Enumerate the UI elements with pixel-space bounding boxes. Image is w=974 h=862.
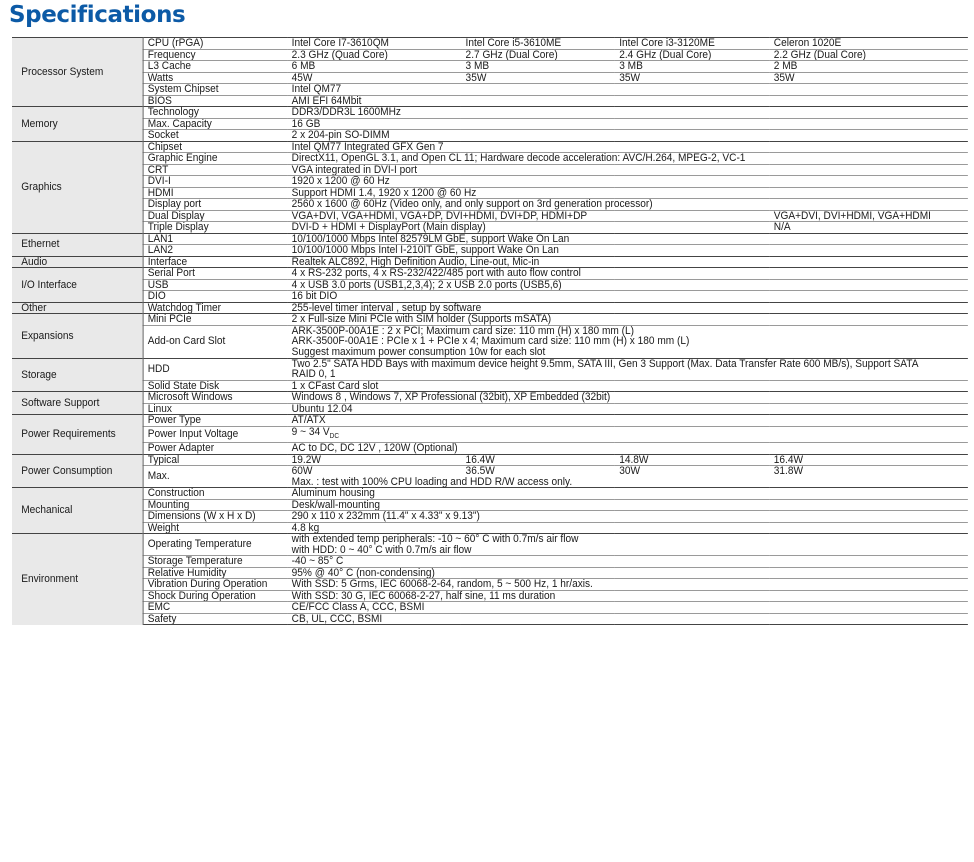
spec-value-text: 4 x USB 3.0 ports (USB1,2,3,4); 2 x USB 2.0 ports (USB5,6) xyxy=(291,279,562,291)
spec-row xyxy=(12,84,968,96)
spec-value xyxy=(287,522,968,534)
spec-category: Power Requirements xyxy=(12,415,143,455)
spec-value: 35W xyxy=(615,72,770,84)
spec-value: 35W xyxy=(461,72,615,84)
spec-item-label: Construction xyxy=(143,488,287,500)
spec-item-label: Storage Temperature xyxy=(143,556,287,568)
spec-row xyxy=(12,176,968,188)
spec-item-label: CPU (rPGA) xyxy=(143,38,287,50)
spec-item-label: Shock During Operation xyxy=(143,590,287,602)
spec-category: Environment xyxy=(12,534,143,625)
spec-value xyxy=(287,107,968,119)
spec-item-label: Frequency xyxy=(143,49,287,61)
spec-row xyxy=(12,153,968,165)
spec-value-text: AT/ATX xyxy=(291,414,326,426)
spec-value: Intel Core i5-3610ME xyxy=(461,38,615,50)
spec-row xyxy=(12,454,968,466)
spec-row xyxy=(12,426,968,443)
spec-value-text: 2 x Full-size Mini PCIe with SIM holder (Supports mSATA) xyxy=(291,313,552,325)
spec-value-text: AC to DC, DC 12V , 120W (Optional) xyxy=(291,442,458,455)
spec-line: with extended temp peripherals: -10 ~ 60° C with 0.7m/s air flow xyxy=(291,533,579,546)
spec-value-text: 255-level timer interval , setup by software xyxy=(291,302,482,314)
spec-row xyxy=(12,522,968,534)
spec-value xyxy=(287,499,968,511)
spec-line: 30W xyxy=(619,465,641,478)
spec-item-label: Chipset xyxy=(143,141,287,153)
spec-value xyxy=(287,118,968,130)
spec-row xyxy=(12,380,968,392)
spec-row xyxy=(12,613,968,625)
spec-value: 45W xyxy=(287,72,461,84)
spec-category: Memory xyxy=(12,107,143,142)
spec-value xyxy=(287,95,968,107)
spec-value xyxy=(287,534,968,556)
spec-value xyxy=(287,279,968,291)
spec-value xyxy=(287,380,968,392)
spec-item-label: Power Type xyxy=(143,415,287,427)
spec-value: Celeron 1020E xyxy=(769,38,968,50)
spec-value xyxy=(287,153,968,165)
spec-row xyxy=(12,38,968,50)
spec-value: Intel Core i3-3120ME xyxy=(615,38,770,50)
spec-row xyxy=(12,314,968,326)
spec-category: Other xyxy=(12,302,143,314)
spec-value: 14.8W xyxy=(615,454,770,466)
spec-item-label: System Chipset xyxy=(143,84,287,96)
spec-item-label: Microsoft Windows xyxy=(143,392,287,404)
spec-value-text: With SSD: 30 G, IEC 60068-2-27, half sine, 11 ms duration xyxy=(291,590,556,602)
spec-row xyxy=(12,556,968,568)
spec-category: Ethernet xyxy=(12,233,143,256)
spec-value xyxy=(287,164,968,176)
spec-line: Suggest maximum power consumption 10w for each slot xyxy=(291,345,546,358)
spec-item-label: Display port xyxy=(143,199,287,211)
spec-value: 2.7 GHz (Dual Core) xyxy=(461,49,615,61)
spec-value: N/A xyxy=(769,222,968,234)
spec-row xyxy=(12,325,968,358)
spec-value-text: -40 ~ 85° C xyxy=(291,555,344,568)
spec-value xyxy=(287,291,968,303)
spec-row xyxy=(12,443,968,455)
spec-value-text: AMI EFI 64Mbit xyxy=(291,95,362,107)
spec-line: 36.5W xyxy=(465,465,495,478)
spec-row xyxy=(12,392,968,404)
spec-line: RAID 0, 1 xyxy=(291,368,336,380)
spec-value xyxy=(287,403,968,415)
spec-item-label: Relative Humidity xyxy=(143,567,287,579)
spec-value: 35W xyxy=(769,72,968,84)
spec-category: I/O Interface xyxy=(12,268,143,303)
spec-item-label: Safety xyxy=(143,613,287,625)
spec-value: 16.4W xyxy=(461,454,615,466)
spec-subscript: DC xyxy=(329,432,339,440)
spec-item-label: DVI-I xyxy=(143,176,287,188)
spec-row xyxy=(12,291,968,303)
spec-value: 19.2W xyxy=(287,454,461,466)
spec-row xyxy=(12,511,968,523)
spec-value xyxy=(287,415,968,427)
spec-value: VGA+DVI, VGA+HDMI, VGA+DP, DVI+HDMI, DVI+DP, HDMI+DP xyxy=(287,210,769,222)
spec-item-label: Add-on Card Slot xyxy=(143,325,287,358)
spec-row xyxy=(12,602,968,614)
spec-value xyxy=(287,199,968,211)
spec-row xyxy=(12,488,968,500)
spec-category: Expansions xyxy=(12,314,143,359)
spec-value xyxy=(287,567,968,579)
spec-row xyxy=(12,187,968,199)
spec-item-label: Max. Capacity xyxy=(143,118,287,130)
spec-value: 3 MB xyxy=(461,61,615,73)
spec-row xyxy=(12,141,968,153)
spec-value xyxy=(287,511,968,523)
spec-item-label: Technology xyxy=(143,107,287,119)
spec-item-label: LAN1 xyxy=(143,233,287,245)
spec-item-label: L3 Cache xyxy=(143,61,287,73)
spec-value: VGA+DVI, DVI+HDMI, VGA+HDMI xyxy=(769,210,968,222)
spec-line: with HDD: 0 ~ 40° C with 0.7m/s air flow xyxy=(291,543,472,556)
spec-line: 60W xyxy=(291,465,313,478)
spec-value xyxy=(287,613,968,625)
spec-item-label: USB xyxy=(143,279,287,291)
spec-item-label: HDD xyxy=(143,358,287,380)
spec-item-label: Triple Display xyxy=(143,222,287,234)
spec-value-text: 1 x CFast Card slot xyxy=(291,380,379,392)
spec-row xyxy=(12,49,968,61)
spec-value-text: CE/FCC Class A, CCC, BSMI xyxy=(291,601,425,614)
spec-value xyxy=(287,84,968,96)
spec-item-label: LAN2 xyxy=(143,245,287,257)
spec-row xyxy=(12,199,968,211)
spec-value: 2.4 GHz (Dual Core) xyxy=(615,49,770,61)
spec-value: 2.3 GHz (Quad Core) xyxy=(287,49,461,61)
spec-value xyxy=(287,314,968,326)
spec-value-text: 2560 x 1600 @ 60Hz (Video only, and only support on 3rd generation processor) xyxy=(291,198,653,210)
spec-row xyxy=(12,107,968,119)
spec-value xyxy=(615,466,770,488)
spec-value-text: Realtek ALC892, High Definition Audio, Line-out, Mic-in xyxy=(291,256,540,268)
spec-category: Graphics xyxy=(12,141,143,233)
spec-value xyxy=(287,602,968,614)
spec-row xyxy=(12,302,968,314)
spec-value xyxy=(287,392,968,404)
spec-item-label: Watts xyxy=(143,72,287,84)
spec-value-text: Support HDMI 1.4, 1920 x 1200 @ 60 Hz xyxy=(291,187,477,199)
spec-value-text: 10/100/1000 Mbps Intel 82579LM GbE, support Wake On Lan xyxy=(291,233,570,245)
spec-value xyxy=(287,187,968,199)
spec-row xyxy=(12,499,968,511)
spec-value-text: 9 ~ 34 V xyxy=(291,426,330,438)
spec-item-label: Graphic Engine xyxy=(143,153,287,165)
spec-row xyxy=(12,466,968,488)
spec-value: 2 MB xyxy=(769,61,968,73)
spec-row xyxy=(12,72,968,84)
spec-value xyxy=(287,426,968,443)
spec-item-label: Interface xyxy=(143,256,287,268)
spec-value-text: 4 x RS-232 ports, 4 x RS-232/422/485 port with auto flow control xyxy=(291,267,581,279)
spec-value xyxy=(287,268,968,280)
spec-value xyxy=(287,141,968,153)
spec-item-label: DIO xyxy=(143,291,287,303)
spec-value xyxy=(287,256,968,268)
spec-item-label: Watchdog Timer xyxy=(143,302,287,314)
spec-item-label: Mounting xyxy=(143,499,287,511)
spec-value xyxy=(287,130,968,142)
spec-item-label: Weight xyxy=(143,522,287,534)
spec-row xyxy=(12,210,968,222)
spec-value xyxy=(287,556,968,568)
spec-item-label: Max. xyxy=(143,466,287,488)
spec-value xyxy=(287,579,968,591)
spec-value-text: VGA integrated in DVI-I port xyxy=(291,164,418,176)
spec-row xyxy=(12,268,968,280)
spec-category: Processor System xyxy=(12,38,143,107)
spec-value-text: 10/100/1000 Mbps Intel I-210IT GbE, support Wake On Lan xyxy=(291,244,559,256)
spec-row xyxy=(12,245,968,257)
spec-value xyxy=(287,443,968,455)
spec-item-label: Power Input Voltage xyxy=(143,426,287,443)
spec-item-label: Solid State Disk xyxy=(143,380,287,392)
spec-category: Storage xyxy=(12,358,143,392)
spec-value-text: Windows 8 , Windows 7, XP Professional (32bit), XP Embedded (32bit) xyxy=(291,391,611,403)
spec-row xyxy=(12,415,968,427)
spec-value: 6 MB xyxy=(287,61,461,73)
spec-category: Audio xyxy=(12,256,143,268)
spec-item-label: Serial Port xyxy=(143,268,287,280)
spec-item-label: HDMI xyxy=(143,187,287,199)
spec-item-label: CRT xyxy=(143,164,287,176)
spec-row xyxy=(12,61,968,73)
spec-value xyxy=(287,358,968,380)
spec-item-label: Dimensions (W x H x D) xyxy=(143,511,287,523)
spec-value xyxy=(287,176,968,188)
spec-item-label: Power Adapter xyxy=(143,443,287,455)
spec-value-text: Intel QM77 Integrated GFX Gen 7 xyxy=(291,141,444,153)
spec-value xyxy=(287,245,968,257)
spec-line: Two 2.5" SATA HDD Bays with maximum device height 9.5mm, SATA III, Gen 3 Support (Max. Data Transfer Rate 600 MB/s), Support SATA xyxy=(291,358,919,370)
spec-row xyxy=(12,164,968,176)
spec-category: Software Support xyxy=(12,392,143,415)
spec-value: 2.2 GHz (Dual Core) xyxy=(769,49,968,61)
spec-row xyxy=(12,222,968,234)
spec-row xyxy=(12,590,968,602)
spec-item-label: Socket xyxy=(143,130,287,142)
spec-row xyxy=(12,118,968,130)
spec-row xyxy=(12,403,968,415)
spec-item-label: Typical xyxy=(143,454,287,466)
spec-row xyxy=(12,579,968,591)
spec-row xyxy=(12,130,968,142)
spec-value-text: Aluminum housing xyxy=(291,487,375,500)
spec-value-text: 16 bit DIO xyxy=(291,290,338,302)
spec-value xyxy=(287,233,968,245)
spec-line: 31.8W xyxy=(773,465,804,478)
spec-item-label: Dual Display xyxy=(143,210,287,222)
spec-value-text: 1920 x 1200 @ 60 Hz xyxy=(291,175,390,187)
spec-value-text: CB, UL, CCC, BSMI xyxy=(291,613,383,625)
specifications-table-body xyxy=(12,38,968,625)
spec-value xyxy=(769,466,968,488)
spec-item-label: EMC xyxy=(143,602,287,614)
spec-row xyxy=(12,358,968,380)
spec-value-text: Intel QM77 xyxy=(291,83,342,95)
spec-value xyxy=(287,302,968,314)
spec-value-text: 4.8 kg xyxy=(291,522,320,534)
spec-value-text: 290 x 110 x 232mm (11.4" x 4.33" x 9.13") xyxy=(291,510,480,523)
spec-value xyxy=(287,488,968,500)
spec-value-text: DDR3/DDR3L 1600MHz xyxy=(291,106,401,118)
spec-category: Mechanical xyxy=(12,488,143,534)
spec-line: ARK-3500P-00A1E : 2 x PCI; Maximum card size: 110 mm (H) x 180 mm (L) xyxy=(291,325,634,337)
spec-value-text: 2 x 204-pin SO-DIMM xyxy=(291,129,390,141)
spec-value xyxy=(287,325,968,358)
spec-item-label: Mini PCIe xyxy=(143,314,287,326)
spec-row xyxy=(12,95,968,107)
spec-value-text: Desk/wall-mounting xyxy=(291,499,380,511)
spec-value: Intel Core I7-3610QM xyxy=(287,38,461,50)
spec-row xyxy=(12,567,968,579)
spec-value: 3 MB xyxy=(615,61,770,73)
spec-value: DVI-D + HDMI + DisplayPort (Main display) xyxy=(287,222,769,234)
spec-value-text: 16 GB xyxy=(291,118,321,130)
spec-value: 16.4W xyxy=(769,454,968,466)
spec-value-text: DirectX11, OpenGL 3.1, and Open CL 11; Hardware decode acceleration: AVC/H.264, MPEG-2, VC-1 xyxy=(291,152,746,164)
spec-row xyxy=(12,256,968,268)
spec-line: ARK-3500F-00A1E : PCIe x 1 + PCIe x 4; Maximum card size: 110 mm (H) x 180 mm (L) xyxy=(291,335,690,348)
spec-item-label: Operating Temperature xyxy=(143,534,287,556)
page-title: Specifications xyxy=(9,2,186,28)
spec-value xyxy=(287,590,968,602)
spec-note: Max. : test with 100% CPU loading and HDD R/W access only. xyxy=(291,475,573,488)
spec-value-text: 95% @ 40° C (non-condensing) xyxy=(291,567,435,579)
spec-item-label: Linux xyxy=(143,403,287,415)
spec-value-text: With SSD: 5 Grms, IEC 60068-2-64, random, 5 ~ 500 Hz, 1 hr/axis. xyxy=(291,578,593,591)
spec-row xyxy=(12,534,968,556)
spec-item-label: Vibration During Operation xyxy=(143,579,287,591)
spec-item-label: BIOS xyxy=(143,95,287,107)
spec-row xyxy=(12,233,968,245)
specifications-table xyxy=(12,37,968,625)
spec-value-text: Ubuntu 12.04 xyxy=(291,403,353,415)
spec-row xyxy=(12,279,968,291)
spec-category: Power Consumption xyxy=(12,454,143,488)
